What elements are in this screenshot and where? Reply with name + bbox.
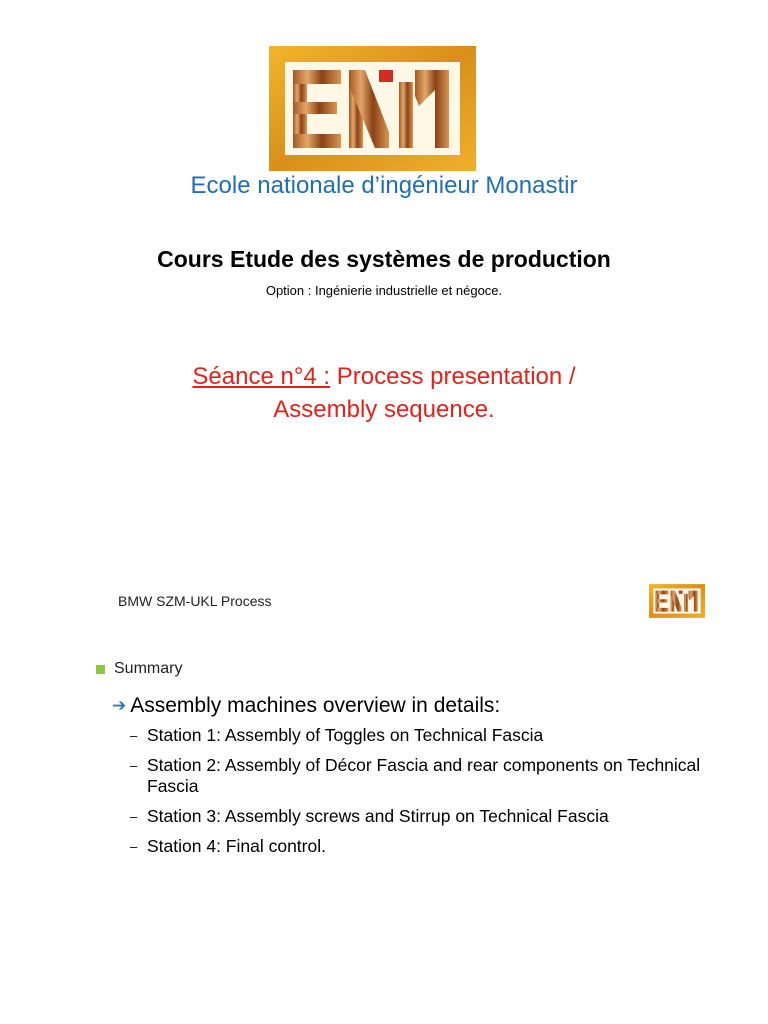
course-title: Cours Etude des systèmes de production [157,246,611,272]
station-text: Station 4: Final control. [147,836,326,856]
station-text: Station 2: Assembly of Décor Fascia and rear components on Technical Fascia [147,755,701,796]
station-list [130,725,710,866]
school-name: Ecole nationale d’ingénieur Monastir [190,172,578,199]
enim-logo [269,46,476,171]
list-item [130,836,710,857]
square-bullet-icon [96,665,105,674]
session-title [0,360,768,426]
summary-bullet [96,660,182,678]
slide-title: BMW SZM-UKL Process [118,593,272,609]
station-text: Station 1: Assembly of Toggles on Technical Fascia [147,725,544,745]
list-item [130,755,710,797]
session-topic-line2: Assembly sequence. [273,396,495,423]
list-item [130,725,710,746]
station-text: Station 3: Assembly screws and Stirrup on Technical Fascia [147,806,609,826]
session-topic: Process presentation / [330,363,576,390]
summary-label: Summary [114,660,183,677]
dash-bullet-icon: – [130,809,138,824]
session-number: Séance n°4 : [192,363,331,390]
section-heading [112,694,500,718]
section-heading-text: Assembly machines overview in details: [130,694,501,717]
dash-bullet-icon: – [130,728,138,743]
list-item [130,806,710,827]
dash-bullet-icon: – [130,839,138,854]
course-option: Option : Ingénierie industrielle et négoce. [265,283,503,298]
enim-logo-small [649,584,705,618]
arrow-right-icon: ➔ [112,696,127,715]
dash-bullet-icon: – [130,758,138,773]
